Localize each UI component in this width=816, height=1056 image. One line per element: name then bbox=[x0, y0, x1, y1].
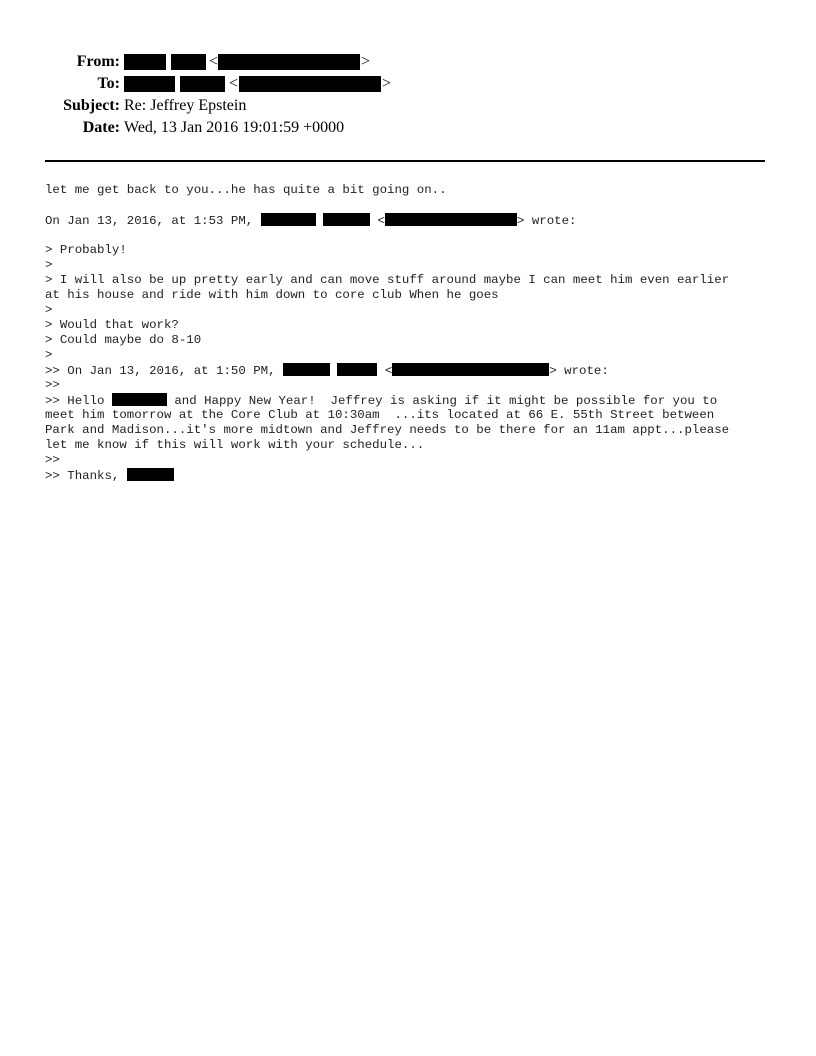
hello-name-redaction bbox=[112, 393, 167, 406]
reply-2-email-redaction bbox=[392, 363, 549, 376]
date-value: Wed, 13 Jan 2016 19:01:59 +0000 bbox=[124, 119, 345, 136]
from-email-redaction bbox=[218, 54, 360, 70]
to-close-bracket: > bbox=[382, 75, 392, 92]
from-label: From: bbox=[76, 53, 120, 70]
reply-2-name-redaction bbox=[283, 363, 330, 376]
reply-header-1 bbox=[45, 213, 576, 229]
thanks-name-redaction bbox=[127, 468, 174, 481]
reply-header-1-lt: < bbox=[377, 214, 385, 228]
from-open-bracket: < bbox=[209, 53, 219, 70]
date-label: Date: bbox=[82, 119, 120, 136]
quote-line-3: > I will also be up pretty early and can move stuff around maybe I can meet him even earlier bbox=[45, 273, 730, 287]
quote-line-13: >> bbox=[45, 453, 60, 467]
quote-line-7: > Could maybe do 8-10 bbox=[45, 333, 202, 347]
to-email-redaction bbox=[239, 76, 381, 92]
from-name-redaction bbox=[124, 54, 166, 70]
reply-2-surname-redaction bbox=[337, 363, 377, 376]
from-surname-redaction bbox=[171, 54, 206, 70]
reply-header-2-suffix: > wrote: bbox=[549, 364, 609, 378]
thanks-prefix: >> Thanks, bbox=[45, 469, 120, 483]
subject-row bbox=[0, 95, 500, 117]
to-open-bracket: < bbox=[229, 75, 239, 92]
quote-line-2: > bbox=[45, 258, 53, 272]
hello-prefix: >> Hello bbox=[45, 394, 105, 408]
reply-header-2-prefix: >> On Jan 13, 2016, at 1:50 PM, bbox=[45, 364, 276, 378]
quote-line-5: > bbox=[45, 303, 53, 317]
subject-label: Subject: bbox=[63, 97, 120, 114]
quote-line-6: > Would that work? bbox=[45, 318, 179, 332]
quote-line-11: Park and Madison...it's more midtown and Jeffrey needs to be there for an 11am appt...please bbox=[45, 423, 730, 437]
quote-line-1: > Probably! bbox=[45, 243, 127, 257]
reply-1-email-redaction bbox=[385, 213, 517, 226]
quote-line-8: > bbox=[45, 348, 53, 362]
reply-header-1-prefix: On Jan 13, 2016, at 1:53 PM, bbox=[45, 214, 254, 228]
hello-suffix: and Happy New Year! Jeffrey is asking if it might be possible for you to bbox=[174, 394, 718, 408]
reply-1-surname-redaction bbox=[323, 213, 370, 226]
hello-line bbox=[45, 393, 717, 409]
quote-line-10: meet him tomorrow at the Core Club at 10:30am ...its located at 66 E. 55th Street between bbox=[45, 408, 715, 422]
from-close-bracket: > bbox=[361, 53, 371, 70]
reply-1-name-redaction bbox=[261, 213, 316, 226]
reply-header-2-lt: < bbox=[384, 364, 393, 378]
thanks-line bbox=[45, 468, 174, 484]
quote-line-4: at his house and ride with him down to core club When he goes bbox=[45, 288, 499, 302]
quote-line-12: let me know if this will work with your schedule... bbox=[45, 438, 425, 452]
to-name-redaction bbox=[124, 76, 175, 92]
to-surname-redaction bbox=[180, 76, 225, 92]
date-row bbox=[0, 117, 500, 139]
to-label: To: bbox=[97, 75, 120, 92]
reply-header-2 bbox=[45, 363, 609, 379]
quote-line-9: >> bbox=[45, 378, 60, 392]
reply-header-1-suffix: > wrote: bbox=[516, 214, 577, 228]
subject-value: Re: Jeffrey Epstein bbox=[124, 97, 247, 114]
body-line-1: let me get back to you...he has quite a bit going on.. bbox=[45, 183, 447, 197]
header-divider bbox=[45, 160, 765, 162]
